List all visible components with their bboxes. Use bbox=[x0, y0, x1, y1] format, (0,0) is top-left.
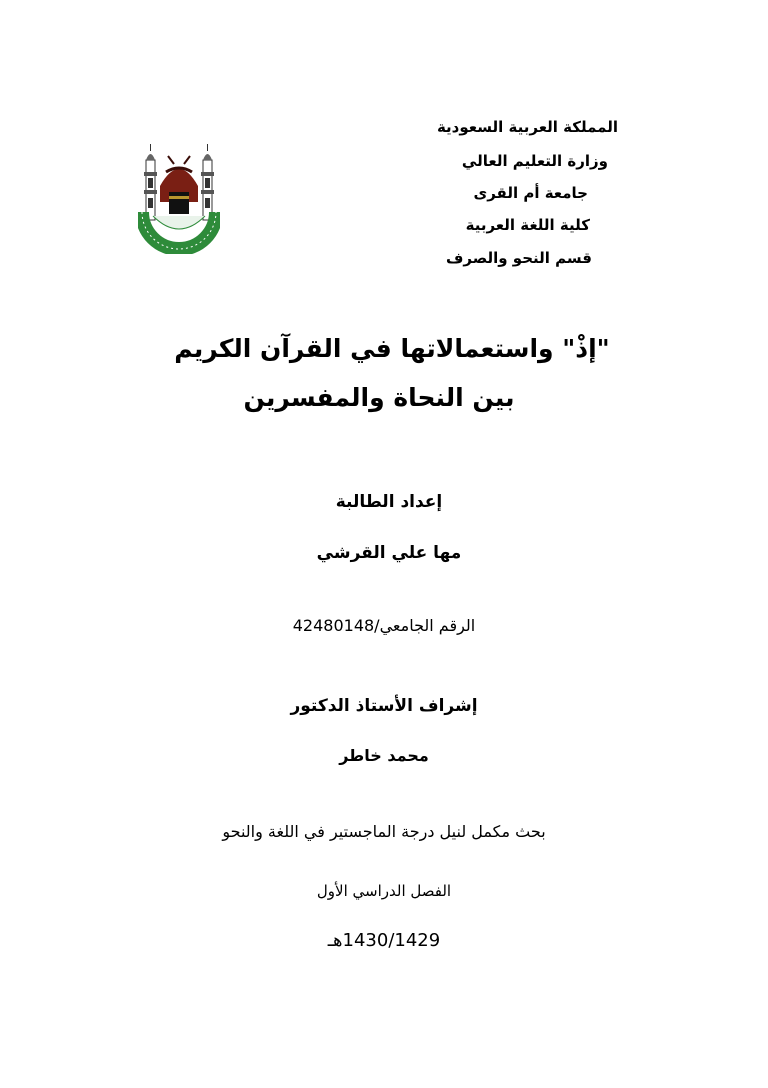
thesis-description: بحث مكمل لنيل درجة الماجستير في اللغة والنحو bbox=[222, 822, 546, 841]
supervisor-name: محمد خاطر bbox=[339, 746, 429, 765]
ministry-line: وزارة التعليم العالي bbox=[461, 152, 608, 170]
kingdom-line: المملكة العربية السعودية bbox=[436, 118, 618, 136]
prepared-by-label: إعداد الطالبة bbox=[335, 492, 443, 512]
university-line: جامعة أم القرى bbox=[473, 184, 588, 202]
thesis-title-line-2: بين النحاة والمفسرين bbox=[243, 383, 515, 412]
student-id: الرقم الجامعي/42480148 bbox=[292, 616, 476, 635]
thesis-title-line-1: "إذْ" واستعمالاتها في القرآن الكريم bbox=[174, 334, 610, 363]
college-line: كلية اللغة العربية bbox=[465, 216, 590, 234]
department-line: قسم النحو والصرف bbox=[445, 249, 592, 267]
academic-year: 1430/1429هـ bbox=[327, 930, 441, 951]
semester-label: الفصل الدراسي الأول bbox=[316, 882, 452, 900]
supervision-label: إشراف الأستاذ الدكتور bbox=[290, 696, 478, 716]
umm-al-qura-university-emblem-icon bbox=[138, 142, 220, 254]
student-name: مها علي القرشي bbox=[316, 543, 462, 563]
